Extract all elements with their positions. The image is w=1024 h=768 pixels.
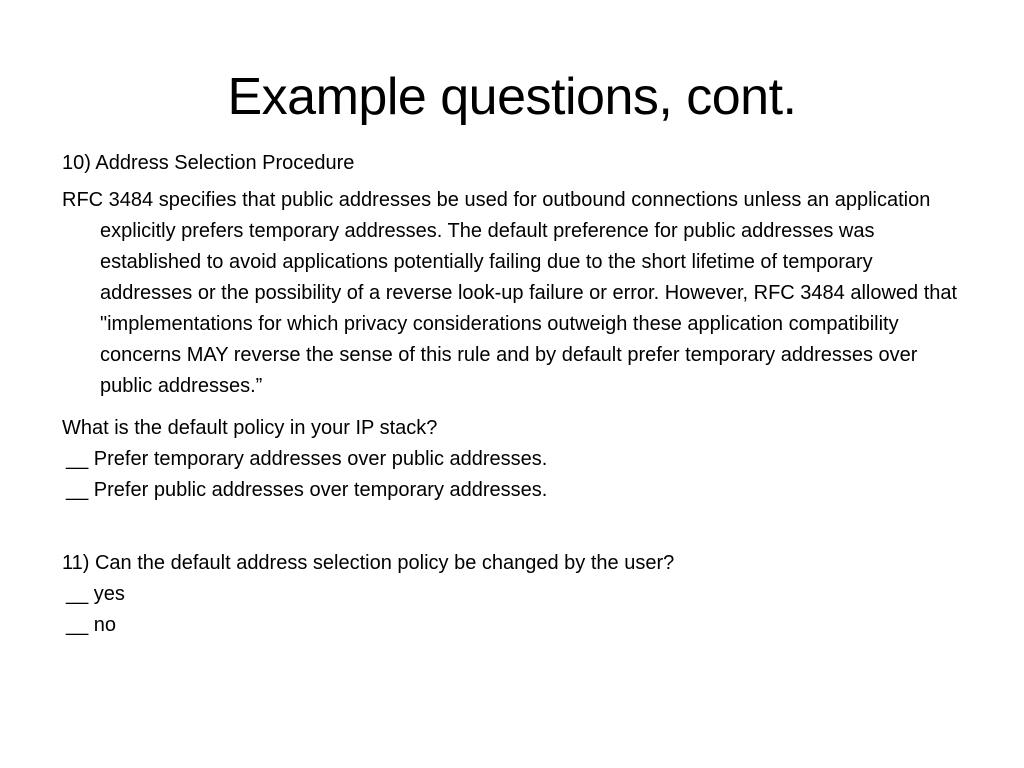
question-11-option-no: __ no — [66, 614, 117, 636]
question-10-heading: 10) Address Selection Procedure — [62, 152, 355, 174]
question-10-option-public: __ Prefer public addresses over temporary addresses. — [66, 479, 548, 501]
slide-title: Example questions, cont. — [227, 68, 797, 126]
question-11-prompt: 11) Can the default address selection policy be changed by the user? — [62, 552, 675, 574]
slide-body — [62, 148, 962, 641]
question-10-paragraph: RFC 3484 specifies that public addresses be used for outbound connections unless an application explicitly prefers temporary addresses. The default preference for public addresses was established to avoid applications potentially failing due to the short lifetime of temporary addresses or the possibility of a reverse look-up failure or error. However, RFC 3484 allowed that "implementations for which privacy considerations outweigh these application compatibility concerns MAY reverse the sense of this rule and by default prefer temporary addresses over public addresses.” — [62, 189, 958, 397]
question-10-prompt: What is the default policy in your IP stack? — [62, 417, 438, 439]
question-11-option-yes: __ yes — [66, 583, 125, 605]
question-10-option-temporary: __ Prefer temporary addresses over public addresses. — [66, 448, 548, 470]
